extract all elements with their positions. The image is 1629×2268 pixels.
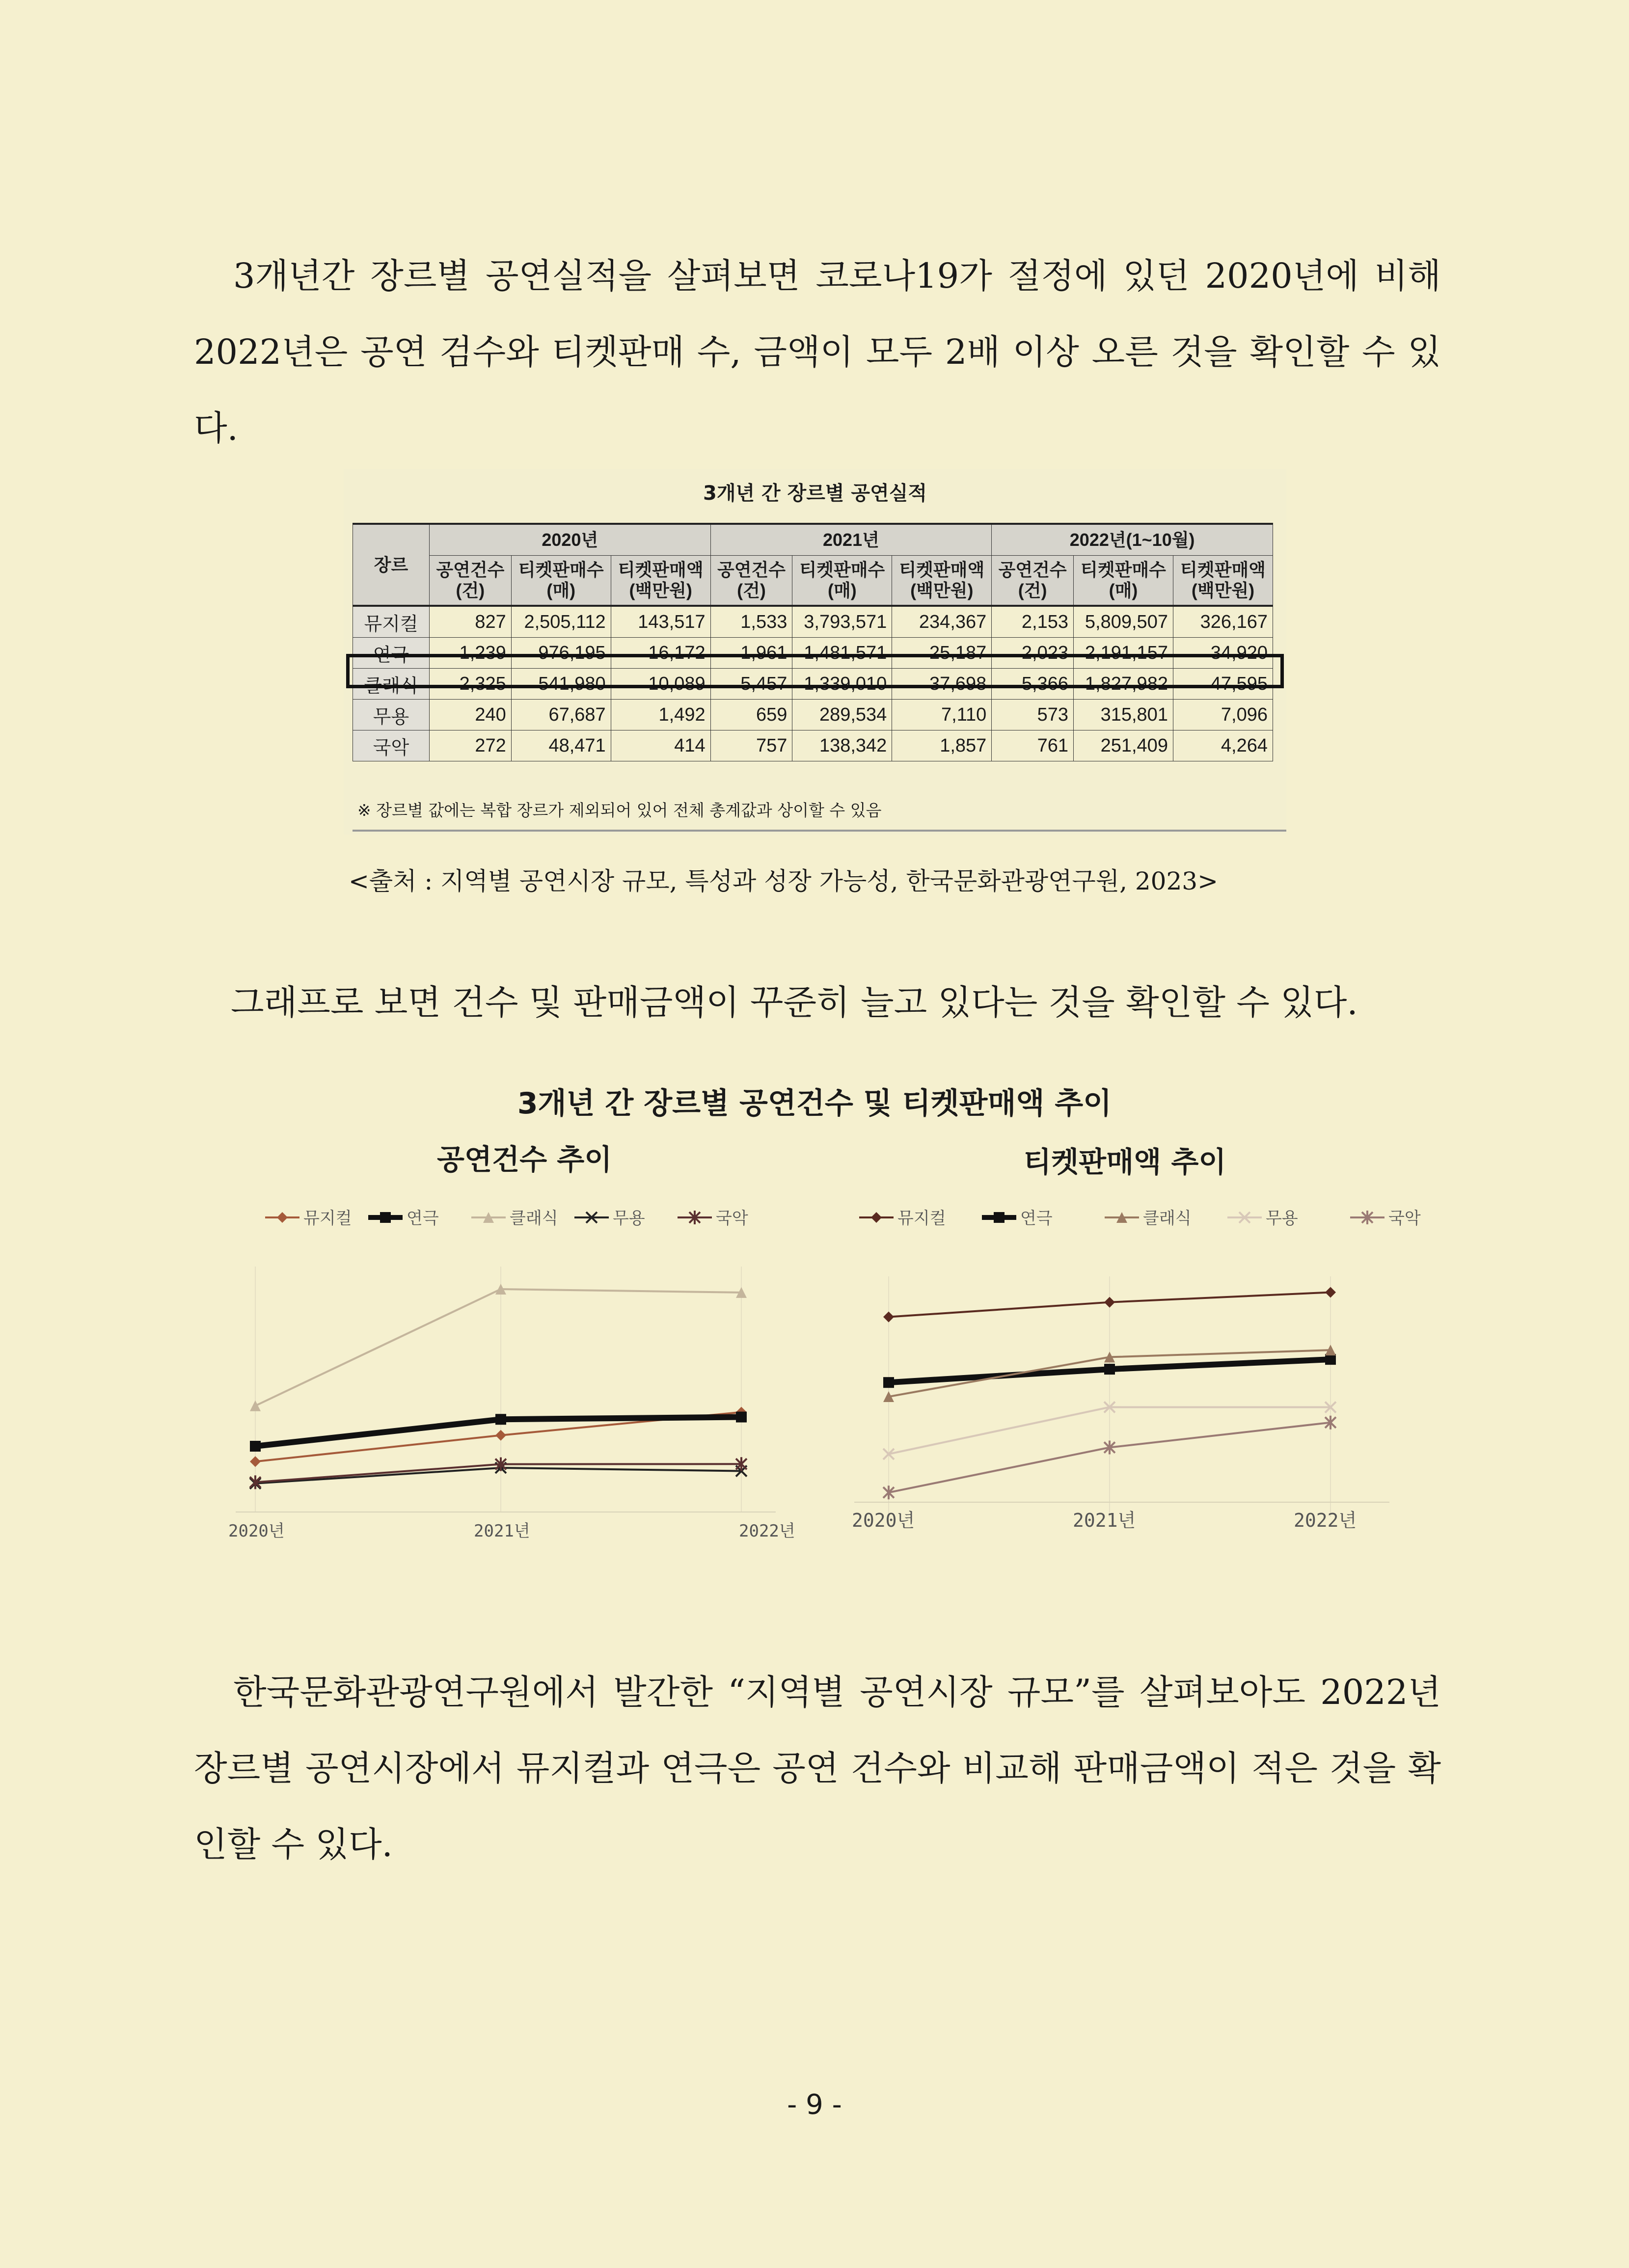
legend-label: 클래식 — [1143, 1209, 1192, 1228]
data-point — [1104, 1364, 1115, 1375]
value-cell: 2,325 — [430, 669, 512, 700]
genre-cell: 국악 — [353, 730, 430, 761]
legend-label: 연극 — [407, 1209, 439, 1228]
genre-cell: 연극 — [353, 638, 430, 669]
data-point — [994, 1212, 1005, 1223]
x-tick-label: 2021년 — [1073, 1510, 1136, 1531]
value-cell: 414 — [611, 730, 710, 761]
table-row — [353, 638, 1273, 669]
x-tick-label: 2022년 — [1294, 1510, 1357, 1531]
performance-count-chart — [196, 1178, 815, 1551]
value-cell: 761 — [992, 730, 1074, 761]
value-cell: 827 — [430, 606, 512, 638]
value-cell: 5,809,507 — [1074, 606, 1173, 638]
legend-label: 국악 — [716, 1209, 748, 1228]
value-cell: 573 — [992, 700, 1074, 730]
data-point — [250, 1401, 261, 1411]
data-point — [495, 1430, 506, 1441]
value-cell: 34,920 — [1173, 638, 1273, 669]
column-header: 공연건수 (건) — [430, 556, 512, 606]
legend-label: 국악 — [1388, 1209, 1421, 1228]
value-cell: 234,367 — [892, 606, 992, 638]
paragraph-intro — [194, 238, 1441, 466]
data-point — [883, 1377, 894, 1388]
value-cell: 541,980 — [511, 669, 611, 700]
x-tick-label: 2020년 — [228, 1521, 285, 1541]
column-header: 티켓판매수 (매) — [792, 556, 892, 606]
column-header: 티켓판매수 (매) — [511, 556, 611, 606]
paragraph-intro-text: 3개년간 장르별 공연실적을 살펴보면 코로나19가 절정에 있던 2020년에 비해 2022년은 공연 검수와 티켓판매 수, 금액이 모두 2배 이상 오른 것을 확인할 수 있다. — [194, 256, 1441, 448]
year-header: 2022년(1~10월) — [992, 524, 1273, 556]
data-point — [277, 1212, 288, 1223]
value-cell: 1,857 — [892, 730, 992, 761]
data-point — [1325, 1354, 1336, 1365]
column-header: 티켓판매수 (매) — [1074, 556, 1173, 606]
source-citation: <출처 : 지역별 공연시장 규모, 특성과 성장 가능성, 한국문화관광연구원, 2023> — [349, 867, 1219, 895]
value-cell: 4,264 — [1173, 730, 1273, 761]
series-line — [255, 1289, 741, 1406]
charts-title: 3개년 간 장르별 공연건수 및 티켓판매액 추이 — [517, 1086, 1112, 1121]
legend-label: 뮤지컬 — [897, 1209, 946, 1228]
legend-label: 무용 — [613, 1209, 645, 1228]
value-cell: 272 — [430, 730, 512, 761]
value-cell: 48,471 — [511, 730, 611, 761]
value-cell: 67,687 — [511, 700, 611, 730]
legend-label: 연극 — [1020, 1209, 1053, 1228]
value-cell: 2,505,112 — [511, 606, 611, 638]
value-cell: 757 — [710, 730, 792, 761]
legend-label: 뮤지컬 — [303, 1209, 352, 1228]
data-point — [250, 1456, 261, 1467]
data-point — [1325, 1287, 1336, 1297]
value-cell: 1,492 — [611, 700, 710, 730]
year-header: 2020년 — [430, 524, 711, 556]
value-cell: 240 — [430, 700, 512, 730]
value-cell: 143,517 — [611, 606, 710, 638]
column-header: 공연건수 (건) — [992, 556, 1074, 606]
table-row — [353, 606, 1273, 638]
table-title: 3개년 간 장르별 공연실적 — [703, 482, 927, 505]
column-header: 티켓판매액 (백만원) — [1173, 556, 1273, 606]
x-tick-label: 2022년 — [739, 1521, 795, 1541]
value-cell: 25,187 — [892, 638, 992, 669]
value-cell: 659 — [710, 700, 792, 730]
chart-title-sales: 티켓판매액 추이 — [1024, 1145, 1226, 1179]
paragraph-graph-text: 그래프로 보면 건수 및 판매금액이 꾸준히 늘고 있다는 것을 확인할 수 있다. — [231, 982, 1358, 1023]
value-cell: 2,023 — [992, 638, 1074, 669]
value-cell: 7,110 — [892, 700, 992, 730]
data-point — [736, 1412, 747, 1423]
value-cell: 289,534 — [792, 700, 892, 730]
paragraph-conclusion-text: 한국문화관광연구원에서 발간한 “지역별 공연시장 규모”를 살펴보아도 2022년 장르별 공연시장에서 뮤지컬과 연극은 공연 건수와 비교해 판매금액이 적은 것을 확인할 수 있다. — [194, 1672, 1441, 1864]
value-cell: 251,409 — [1074, 730, 1173, 761]
x-tick-label: 2020년 — [852, 1510, 915, 1531]
column-header: 티켓판매액 (백만원) — [892, 556, 992, 606]
legend-label: 클래식 — [510, 1209, 558, 1228]
data-point — [883, 1312, 894, 1323]
value-cell: 7,096 — [1173, 700, 1273, 730]
ticket-sales-chart — [835, 1178, 1434, 1551]
data-point — [250, 1441, 261, 1452]
paragraph-graph — [231, 965, 1478, 1041]
table-note: ※ 장르별 값에는 복합 장르가 제외되어 있어 전체 총계값과 상이할 수 있음 — [357, 801, 882, 820]
data-point — [871, 1212, 882, 1223]
value-cell: 976,195 — [511, 638, 611, 669]
value-cell: 37,698 — [892, 669, 992, 700]
value-cell: 1,961 — [710, 638, 792, 669]
table-row — [353, 730, 1273, 761]
value-cell: 5,457 — [710, 669, 792, 700]
performance-table — [353, 523, 1273, 761]
value-cell: 10,089 — [611, 669, 710, 700]
value-cell: 2,153 — [992, 606, 1074, 638]
value-cell: 1,481,571 — [792, 638, 892, 669]
value-cell: 1,339,010 — [792, 669, 892, 700]
value-cell: 2,191,157 — [1074, 638, 1173, 669]
value-cell: 315,801 — [1074, 700, 1173, 730]
data-point — [1104, 1297, 1115, 1308]
column-header: 공연건수 (건) — [710, 556, 792, 606]
year-header: 2021년 — [710, 524, 992, 556]
genre-header: 장르 — [353, 524, 430, 606]
value-cell: 1,239 — [430, 638, 512, 669]
genre-cell: 무용 — [353, 700, 430, 730]
value-cell: 138,342 — [792, 730, 892, 761]
genre-cell: 뮤지컬 — [353, 606, 430, 638]
value-cell: 1,533 — [710, 606, 792, 638]
chart-title-performances: 공연건수 추이 — [437, 1143, 612, 1176]
value-cell: 326,167 — [1173, 606, 1273, 638]
table-divider — [353, 830, 1286, 832]
data-point — [380, 1212, 391, 1223]
value-cell: 3,793,571 — [792, 606, 892, 638]
value-cell: 16,172 — [611, 638, 710, 669]
page-number: - 9 - — [787, 2089, 842, 2121]
genre-cell: 클래식 — [353, 669, 430, 700]
table-row — [353, 669, 1273, 700]
column-header: 티켓판매액 (백만원) — [611, 556, 710, 606]
paragraph-conclusion — [194, 1654, 1441, 1883]
table-row — [353, 700, 1273, 730]
value-cell: 1,827,982 — [1074, 669, 1173, 700]
performance-table-figure — [344, 469, 1286, 835]
value-cell: 5,366 — [992, 669, 1074, 700]
data-point — [495, 1414, 506, 1425]
value-cell: 47,595 — [1173, 669, 1273, 700]
x-tick-label: 2021년 — [474, 1521, 530, 1541]
legend-label: 무용 — [1266, 1209, 1298, 1228]
